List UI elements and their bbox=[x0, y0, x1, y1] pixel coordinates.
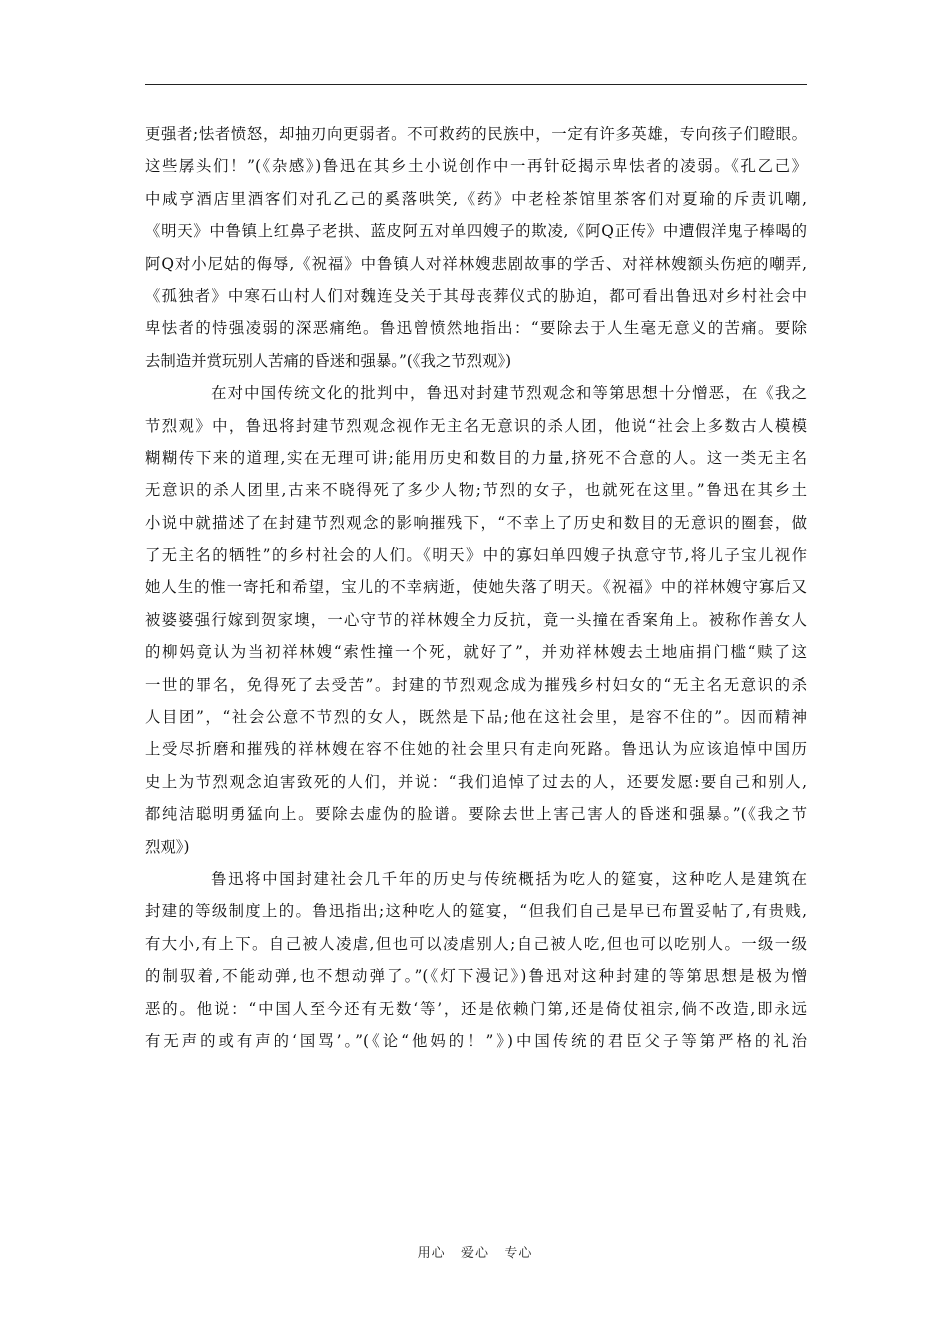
text-line: 这些孱头们！”(《杂感》)鲁迅在其乡土小说创作中一再针砭揭示卑怯者的凌弱。《孔乙己》 bbox=[145, 157, 807, 176]
text-line: 在对中国传统文化的批判中，鲁迅对封建节烈观念和等第思想十分憎恶，在《我之 bbox=[211, 384, 807, 403]
text-line: 节烈观》中，鲁迅将封建节烈观念视作无主名无意识的杀人团，他说“社会上多数古人模模 bbox=[145, 416, 807, 435]
text-line: 有无声的或有声的‘国骂’。”(《论“他妈的！”》)中国传统的君臣父子等第严格的礼治 bbox=[145, 1031, 807, 1050]
text-line: 封建的等级制度上的。鲁迅指出;这种吃人的筵宴，“但我们自己是早已布置妥帖了,有贵贱, bbox=[145, 902, 807, 921]
text-line: 中咸亨酒店里酒客们对孔乙己的奚落哄笑,《药》中老栓茶馆里茶客们对夏瑜的斥责讥嘲, bbox=[145, 189, 807, 208]
text-line: 阿Q对小尼姑的侮辱,《祝福》中鲁镇人对祥林嫂悲剧故事的学舌、对祥林嫂额头伤疤的嘲弄, bbox=[145, 254, 807, 273]
text-line: 被婆婆强行嫁到贺家墺，一心守节的祥林嫂全力反抗，竟一头撞在香案角上。被称作善女人 bbox=[145, 610, 807, 629]
text-line: 小说中就描述了在封建节烈观念的影响摧残下，“不幸上了历史和数目的无意识的圈套，做 bbox=[145, 513, 807, 532]
text-line: 人目团”，“社会公意不节烈的女人，既然是下品;他在这社会里，是容不住的”。因而精神 bbox=[145, 708, 807, 727]
text-line: 的柳妈竟认为当初祥林嫂“索性撞一个死，就好了”，并劝祥林嫂去土地庙捐门槛“赎了这 bbox=[145, 643, 807, 662]
text-line: 都纯洁聪明勇猛向上。要除去虚伪的脸谱。要除去世上害己害人的昏迷和强暴。”(《我之节 bbox=[145, 805, 807, 824]
text-line: 恶的。他说：“中国人至今还有无数‘等’，还是依赖门第,还是倚仗祖宗,倘不改造,即永远 bbox=[145, 999, 807, 1018]
text-line: 糊糊传下来的道理,实在无理可讲;能用历史和数目的力量,挤死不合意的人。这一类无主名 bbox=[145, 448, 807, 467]
text-line: 去制造并赏玩别人苦痛的昏迷和强暴。”(《我之节烈观》) bbox=[145, 351, 512, 370]
text-line: 的制驭着,不能动弹,也不想动弹了。”(《灯下漫记》)鲁迅对这种封建的等第思想是极为憎 bbox=[145, 967, 807, 986]
text-line: 更强者;怯者愤怒，却抽刃向更弱者。不可救药的民族中，一定有许多英雄，专向孩子们瞪眼。 bbox=[145, 125, 807, 143]
text-line: 鲁迅将中国封建社会几千年的历史与传统概括为吃人的筵宴，这种吃人是建筑在 bbox=[211, 869, 807, 888]
text-line: 上受尽折磨和摧残的祥林嫂在容不住她的社会里只有走向死路。鲁迅认为应该追悼中国历 bbox=[145, 740, 807, 759]
header-rule bbox=[145, 84, 807, 85]
text-line: 无意识的杀人团里,古来不晓得死了多少人物;节烈的女子，也就死在这里。”鲁迅在其乡土 bbox=[145, 481, 807, 500]
text-line: 卑怯者的恃强凌弱的深恶痛绝。鲁迅曾愤然地指出：“要除去于人生毫无意义的苦痛。要除 bbox=[145, 319, 807, 338]
text-line: 她人生的惟一寄托和希望，宝儿的不幸病逝，使她失落了明天。《祝福》中的祥林嫂守寡后又 bbox=[145, 578, 807, 597]
text-line: 烈观》) bbox=[145, 837, 190, 856]
text-line: 了无主名的牺牲”的乡村社会的人们。《明天》中的寡妇单四嫂子执意守节,将儿子宝儿视作 bbox=[145, 546, 807, 565]
body-text bbox=[145, 118, 807, 1057]
text-line: 一世的罪名，免得死了去受苦”。封建的节烈观念成为摧残乡村妇女的“无主名无意识的杀 bbox=[145, 675, 807, 694]
text-line: 史上为节烈观念迫害致死的人们，并说：“我们追悼了过去的人，还要发愿:要自己和别人, bbox=[145, 772, 807, 791]
text-line: 《孤独者》中寒石山村人们对魏连殳关于其母丧葬仪式的胁迫，都可看出鲁迅对乡村社会中 bbox=[145, 286, 807, 305]
text-line: 有大小,有上下。自己被人凌虐,但也可以凌虐别人;自己被人吃,但也可以吃别人。一级一级 bbox=[145, 934, 807, 953]
page-footer: 用心 爱心 专心 bbox=[417, 1246, 533, 1261]
text-line: 《明天》中鲁镇上红鼻子老拱、蓝皮阿五对单四嫂子的欺凌,《阿Q正传》中遭假洋鬼子棒喝的 bbox=[145, 222, 807, 241]
